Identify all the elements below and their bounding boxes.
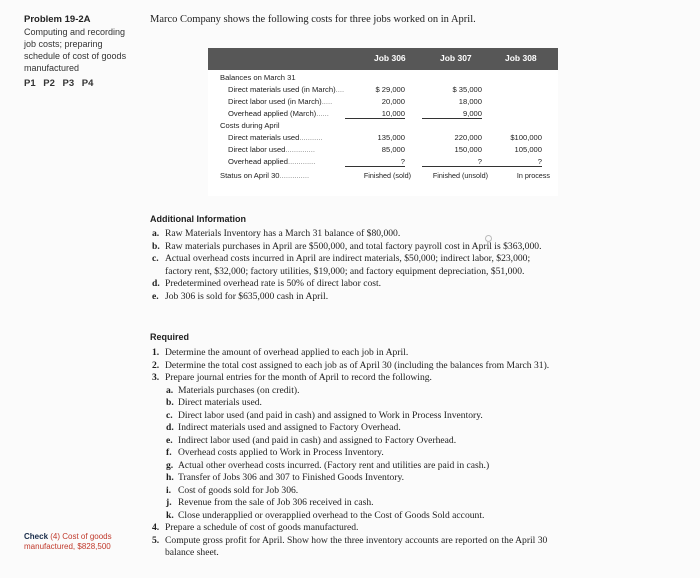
cell-value: Finished (sold) bbox=[363, 171, 411, 180]
cell-value: 9,000 bbox=[422, 109, 482, 119]
item-text: Materials purchases (on credit). bbox=[178, 384, 300, 396]
item-text: Direct materials used. bbox=[178, 397, 262, 408]
row-leader-dots: .... bbox=[335, 85, 345, 94]
item-key: h. bbox=[166, 472, 174, 483]
objective-tag: P1 bbox=[24, 78, 36, 89]
row-label bbox=[228, 97, 332, 106]
learning-objective-tags bbox=[24, 78, 144, 90]
row-label-text: Status on April 30 bbox=[220, 171, 280, 180]
item-text: Revenue from the sale of Job 306 received in cash. bbox=[178, 497, 374, 508]
list-item bbox=[166, 472, 549, 485]
problem-description-line: schedule of cost of goods bbox=[24, 51, 127, 61]
row-label bbox=[220, 73, 296, 82]
item-key: e. bbox=[152, 290, 159, 302]
cell-value: ? bbox=[482, 157, 542, 167]
list-item bbox=[152, 547, 549, 560]
item-key: c. bbox=[152, 253, 159, 264]
item-text: Close underapplied or overapplied overhead to the Cost of Goods Sold account. bbox=[178, 509, 485, 521]
list-item bbox=[152, 522, 549, 535]
cell-value: Finished (unsold) bbox=[432, 171, 488, 180]
item-key: f. bbox=[166, 447, 172, 458]
problem-description-line: job costs; preparing bbox=[24, 39, 103, 49]
item-key: d. bbox=[152, 278, 160, 289]
column-header-job-308: Job 308 bbox=[505, 53, 537, 63]
item-text: Prepare a schedule of cost of goods manufactured. bbox=[165, 522, 359, 533]
item-text: Raw Materials Inventory has a March 31 balance of $80,000. bbox=[165, 228, 401, 239]
item-key: 2. bbox=[152, 359, 160, 371]
row-label-text: Direct labor used bbox=[228, 145, 286, 154]
cell-value: 220,000 bbox=[454, 133, 482, 142]
objective-tag: P2 bbox=[43, 78, 55, 89]
row-label-text: Direct materials used bbox=[228, 133, 300, 142]
list-item bbox=[152, 372, 549, 385]
objective-tag: P3 bbox=[62, 78, 75, 89]
cell-value: 10,000 bbox=[345, 109, 405, 119]
table-row bbox=[208, 157, 558, 169]
list-item bbox=[152, 253, 541, 266]
row-label-text: Overhead applied (March) bbox=[228, 109, 317, 118]
item-key: 4. bbox=[152, 522, 160, 533]
item-text: Overhead costs applied to Work in Process Inventory. bbox=[178, 447, 384, 458]
problem-description-line: manufactured bbox=[24, 63, 80, 73]
cell-value: $100,000 bbox=[510, 133, 542, 142]
item-key: g. bbox=[166, 459, 174, 471]
list-item bbox=[166, 447, 549, 460]
objective-tag: P4 bbox=[81, 78, 94, 89]
item-text: balance sheet. bbox=[165, 547, 219, 558]
item-text: Transfer of Jobs 306 and 307 to Finished Goods Inventory. bbox=[178, 472, 405, 483]
item-key: a. bbox=[166, 384, 174, 396]
list-item bbox=[152, 228, 541, 241]
table-row bbox=[208, 97, 558, 109]
item-key: d. bbox=[166, 422, 174, 433]
item-text: Job 306 is sold for $635,000 cash in April. bbox=[165, 290, 329, 302]
row-leader-dots: .............. bbox=[279, 171, 310, 180]
cell-value: 135,000 bbox=[377, 133, 405, 142]
item-key: e. bbox=[166, 434, 173, 446]
row-label bbox=[228, 109, 329, 118]
item-key: i. bbox=[166, 484, 172, 496]
cell-value: $ 35,000 bbox=[452, 85, 482, 94]
row-label bbox=[228, 85, 344, 94]
list-item bbox=[166, 385, 549, 398]
additional-info-title: Additional Information bbox=[150, 214, 246, 224]
item-text: Raw materials purchases in April are $500,000, and total factory payroll cost in April is $363,000. bbox=[165, 240, 542, 252]
row-label bbox=[220, 171, 309, 180]
cell-value: 105,000 bbox=[514, 145, 542, 154]
item-key: 5. bbox=[152, 534, 160, 546]
problem-sidebar bbox=[24, 14, 144, 90]
problem-title: Problem 19-2A bbox=[24, 14, 91, 25]
item-text: Indirect materials used and assigned to Factory Overhead. bbox=[178, 422, 401, 433]
row-label-text: Balances on March 31 bbox=[220, 73, 296, 82]
row-label bbox=[228, 145, 315, 154]
check-text: (4) Cost of goods manufactured, $828,500 bbox=[24, 532, 112, 551]
table-header bbox=[208, 48, 558, 70]
row-label-text: Direct materials used (in March) bbox=[228, 85, 336, 94]
list-item bbox=[166, 435, 549, 448]
item-key: c. bbox=[166, 409, 173, 421]
item-text: Prepare journal entries for the month of April to record the following. bbox=[165, 372, 432, 383]
item-text: Actual other overhead costs incurred. (Factory rent and utilities are paid in cash.) bbox=[178, 459, 490, 471]
column-header-job-306: Job 306 bbox=[374, 53, 406, 63]
list-item bbox=[152, 360, 549, 373]
list-item bbox=[166, 422, 549, 435]
list-item bbox=[166, 397, 549, 410]
item-key: 3. bbox=[152, 372, 160, 383]
row-label bbox=[220, 121, 280, 130]
required-title: Required bbox=[150, 332, 190, 342]
table-row bbox=[208, 133, 558, 145]
check-figure bbox=[24, 532, 136, 552]
item-key: j. bbox=[166, 497, 172, 508]
row-label bbox=[228, 157, 315, 166]
required-list bbox=[152, 347, 549, 560]
row-leader-dots: ..... bbox=[321, 97, 333, 106]
row-label bbox=[228, 133, 323, 142]
item-text: factory rent, $32,000; factory utilities, $19,000; and factory equipment depreciation, $51,000. bbox=[165, 265, 525, 277]
cell-value: In process bbox=[516, 171, 550, 180]
row-leader-dots: ........... bbox=[299, 133, 323, 142]
row-leader-dots: ............. bbox=[287, 157, 316, 166]
cell-value: 85,000 bbox=[381, 145, 405, 154]
table-row bbox=[208, 85, 558, 97]
item-text: Cost of goods sold for Job 306. bbox=[178, 484, 299, 496]
row-leader-dots: ...... bbox=[316, 109, 329, 118]
cell-value: ? bbox=[345, 157, 405, 167]
list-item bbox=[152, 241, 541, 254]
list-item bbox=[152, 535, 549, 548]
item-key: k. bbox=[166, 509, 174, 521]
item-text: Predetermined overhead rate is 50% of direct labor cost. bbox=[165, 278, 382, 289]
circle-mark-icon bbox=[485, 235, 492, 242]
item-text: Compute gross profit for April. Show how the three inventory accounts are reported on the April 30 bbox=[165, 534, 548, 546]
table-row bbox=[208, 109, 558, 121]
item-text: Determine the total cost assigned to each job as of April 30 (including the balances from March 31). bbox=[165, 359, 550, 371]
cell-value: ? bbox=[422, 157, 482, 167]
list-item bbox=[166, 410, 549, 423]
item-key: b. bbox=[152, 240, 160, 252]
item-text: Actual overhead costs incurred in April are indirect materials, $50,000; indirect labor, $23,000; bbox=[165, 253, 531, 264]
list-item bbox=[166, 510, 549, 523]
list-item bbox=[166, 460, 549, 473]
row-leader-dots: .............. bbox=[285, 145, 315, 154]
table-row bbox=[208, 145, 558, 157]
additional-info-list bbox=[152, 228, 541, 303]
item-text: Determine the amount of overhead applied to each job in April. bbox=[165, 347, 409, 358]
list-item bbox=[166, 497, 549, 510]
table-row bbox=[208, 73, 558, 85]
item-text: Indirect labor used (and paid in cash) and assigned to Factory Overhead. bbox=[178, 434, 457, 446]
job-cost-table bbox=[208, 48, 558, 196]
list-item bbox=[152, 347, 549, 360]
table-row bbox=[208, 171, 558, 183]
cell-value: 150,000 bbox=[454, 145, 482, 154]
cell-value: 20,000 bbox=[381, 97, 405, 106]
row-label-text: Direct labor used (in March) bbox=[228, 97, 322, 106]
list-item bbox=[152, 291, 541, 304]
problem-description-line: Computing and recording bbox=[24, 27, 126, 37]
column-header-job-307: Job 307 bbox=[440, 53, 472, 63]
cell-value: $ 29,000 bbox=[375, 85, 405, 94]
row-label-text: Costs during April bbox=[220, 121, 280, 130]
item-key: b. bbox=[166, 397, 174, 408]
table-row bbox=[208, 121, 558, 133]
item-text: Direct labor used (and paid in cash) and assigned to Work in Process Inventory. bbox=[178, 409, 483, 421]
item-key: 1. bbox=[152, 347, 160, 358]
item-key: a. bbox=[152, 228, 160, 239]
row-label-text: Overhead applied bbox=[228, 157, 288, 166]
cell-value: 18,000 bbox=[458, 97, 482, 106]
list-item bbox=[152, 266, 541, 279]
check-label: Check bbox=[24, 532, 49, 541]
problem-intro: Marco Company shows the following costs for three jobs worked on in April. bbox=[150, 14, 476, 25]
list-item bbox=[152, 278, 541, 291]
list-item bbox=[166, 485, 549, 498]
